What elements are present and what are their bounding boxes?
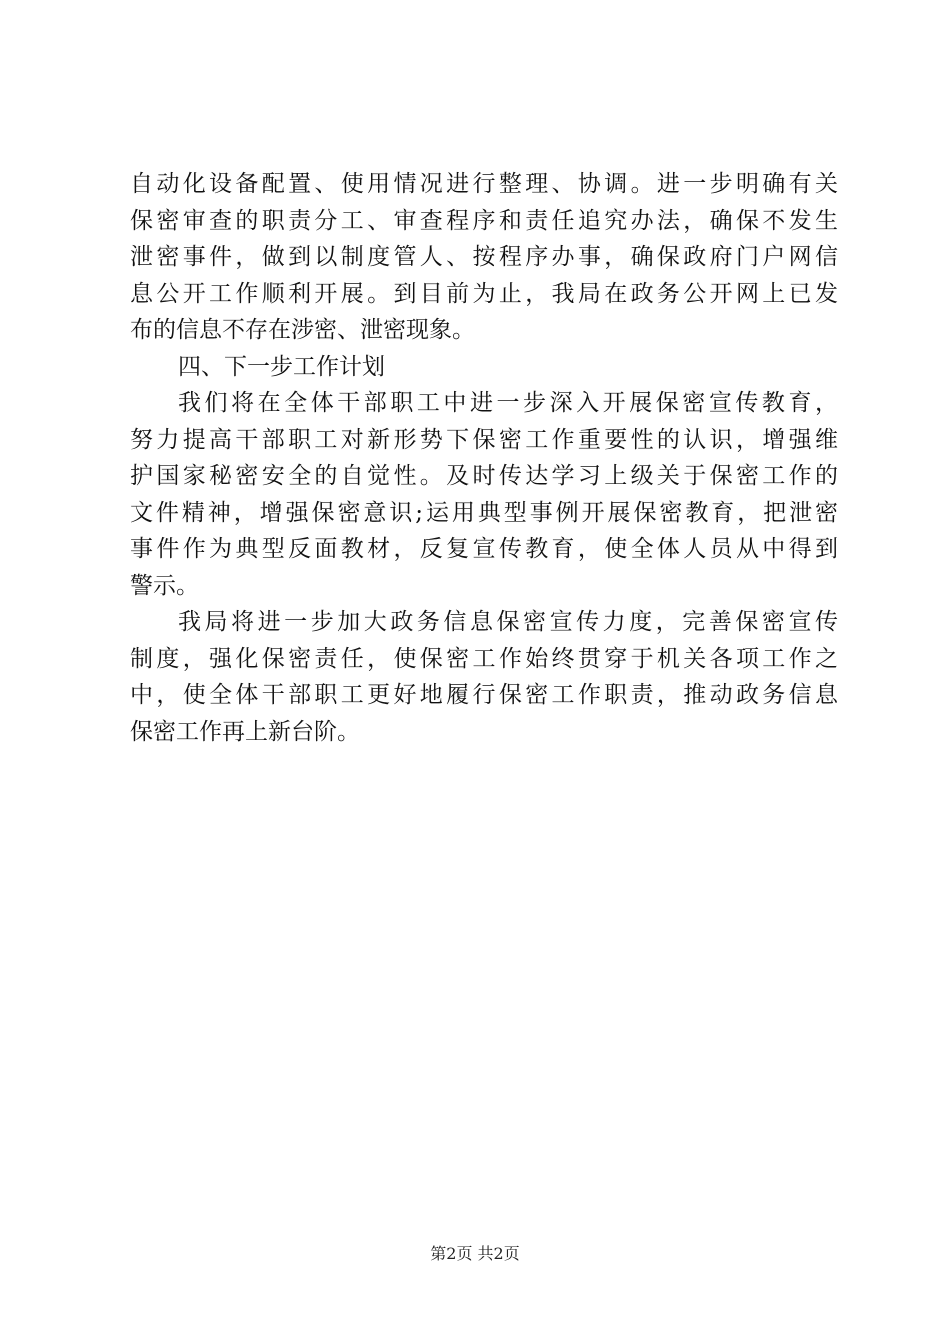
paragraph-line: 我们将在全体干部职工中进一步深入开展保密宣传教育， <box>178 390 838 416</box>
paragraph-line: 警示。 <box>130 572 199 599</box>
paragraph-line: 事件作为典型反面教材，反复宣传教育，使全体人员从中得到 <box>130 536 838 562</box>
paragraph-line: 护国家秘密安全的自觉性。及时传达学习上级关于保密工作的 <box>130 463 838 489</box>
paragraph-line: 自动化设备配置、使用情况进行整理、协调。进一步明确有关 <box>130 171 838 197</box>
paragraph-line: 保密工作再上新台阶。 <box>130 718 360 745</box>
document-body <box>130 166 838 750</box>
paragraph-line: 布的信息不存在涉密、泄密现象。 <box>130 317 475 343</box>
paragraph-line: 努力提高干部职工对新形势下保密工作重要性的认识，增强维 <box>130 426 838 453</box>
paragraph-line: 文件精神，增强保密意识;运用典型事例开展保密教育，把泄密 <box>130 499 838 526</box>
paragraph-line: 息公开工作顺利开展。到目前为止，我局在政务公开网上已发 <box>130 280 838 307</box>
paragraph-line: 制度，强化保密责任，使保密工作始终贯穿于机关各项工作之 <box>130 645 838 672</box>
paragraph-line: 泄密事件，做到以制度管人、按程序办事，确保政府门户网信 <box>130 244 838 270</box>
page-number-footer: 第2页 共2页 <box>430 1244 520 1263</box>
section-heading: 四、下一步工作计划 <box>178 353 385 380</box>
paragraph-line: 我局将进一步加大政务信息保密宣传力度，完善保密宣传 <box>178 609 838 635</box>
paragraph-line: 保密审查的职责分工、审查程序和责任追究办法，确保不发生 <box>130 207 838 234</box>
paragraph-line: 中，使全体干部职工更好地履行保密工作职责，推动政务信息 <box>130 682 838 708</box>
